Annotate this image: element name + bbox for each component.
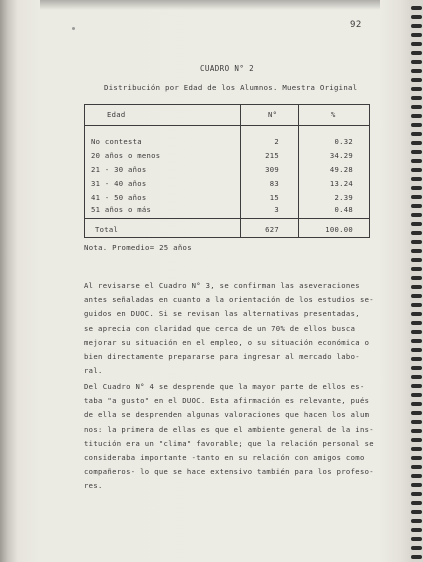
spiral-ring <box>411 492 422 496</box>
spiral-ring <box>411 132 422 136</box>
row-percent: 34.29 <box>329 151 353 160</box>
spiral-ring <box>411 330 422 334</box>
table-title: CUADRO N° 2 <box>200 64 255 73</box>
page-number: 92 <box>350 20 362 30</box>
row-age-label: 31 - 40 años <box>91 179 147 188</box>
spiral-binding <box>409 0 423 562</box>
spiral-ring <box>411 546 422 550</box>
spiral-ring <box>411 69 422 73</box>
row-percent: 2.39 <box>334 193 353 202</box>
row-age-label: No contesta <box>91 137 142 146</box>
spiral-ring <box>411 537 422 541</box>
header-percent: % <box>331 110 336 119</box>
spiral-ring <box>411 438 422 442</box>
row-percent: 49.28 <box>329 165 353 174</box>
spiral-ring <box>411 510 422 514</box>
table-subtitle: Distribución por Edad de los Alumnos. Muestra Original <box>104 83 358 92</box>
paragraph-line: guidos en DUOC. Si se revisan las alternativas presentadas, <box>84 309 360 319</box>
total-label: Total <box>95 225 119 234</box>
spiral-ring <box>411 42 422 46</box>
spiral-ring <box>411 456 422 460</box>
spiral-ring <box>411 240 422 244</box>
row-count: 3 <box>274 205 279 214</box>
spiral-ring <box>411 447 422 451</box>
paragraph-line: ral. <box>84 366 103 376</box>
spiral-ring <box>411 6 422 10</box>
row-count: 83 <box>269 179 279 188</box>
row-count: 2 <box>274 137 279 146</box>
row-count: 309 <box>265 165 279 174</box>
row-percent: 13.24 <box>329 179 353 188</box>
paragraph-2 <box>84 380 376 494</box>
paragraph-line: Al revisarse el Cuadro N° 3, se confirman las aseveraciones <box>84 281 360 290</box>
spiral-ring <box>411 528 422 532</box>
total-divider <box>85 218 369 219</box>
spiral-ring <box>411 150 422 154</box>
spiral-ring <box>411 105 422 109</box>
header-edad: Edad <box>107 110 126 119</box>
spiral-ring <box>411 321 422 325</box>
paragraph-line: compañeros- lo que se hace extensivo también para los profeso- <box>84 467 374 477</box>
spiral-ring <box>411 465 422 469</box>
spiral-ring <box>411 159 422 163</box>
paragraph-line: bien directamente prepararse para ingresar al mercado labo- <box>84 352 360 362</box>
punch-mark <box>72 27 75 30</box>
age-distribution-table <box>84 104 370 238</box>
spiral-ring <box>411 222 422 226</box>
paragraph-line: nos: la primera de ellas es que el ambiente general de la ins- <box>84 424 374 434</box>
spiral-ring <box>411 231 422 235</box>
spiral-ring <box>411 375 422 379</box>
spiral-ring <box>411 519 422 523</box>
spiral-ring <box>411 303 422 307</box>
spiral-ring <box>411 33 422 37</box>
spiral-ring <box>411 429 422 433</box>
spiral-ring <box>411 186 422 190</box>
spiral-ring <box>411 114 422 118</box>
spiral-ring <box>411 411 422 415</box>
spiral-ring <box>411 123 422 127</box>
spiral-ring <box>411 402 422 406</box>
spiral-ring <box>411 312 422 316</box>
total-count: 627 <box>265 225 279 234</box>
paragraph-line: res. <box>84 481 103 491</box>
spiral-ring <box>411 348 422 352</box>
spiral-ring <box>411 213 422 217</box>
header-divider <box>85 125 369 126</box>
paragraph-line: consideraba importante -tanto en su relación con amigos como <box>84 453 365 463</box>
spiral-ring <box>411 276 422 280</box>
paragraph-line: antes señaladas en cuanto a la orientación de los estudios se- <box>84 295 374 305</box>
total-percent: 100.00 <box>325 225 353 234</box>
paragraph-line: Del Cuadro N° 4 se desprende que la mayor parte de ellos es- <box>84 382 365 391</box>
row-percent: 0.32 <box>334 137 353 146</box>
paragraph-line: titución era un "clima" favorable; que la relación personal se <box>84 438 374 448</box>
spiral-ring <box>411 87 422 91</box>
spiral-ring <box>411 501 422 505</box>
spiral-ring <box>411 384 422 388</box>
header-count: N° <box>268 110 278 119</box>
spiral-ring <box>411 366 422 370</box>
spiral-ring <box>411 15 422 19</box>
spiral-ring <box>411 195 422 199</box>
spiral-ring <box>411 60 422 64</box>
paragraph-line: mejorar su situación en el empleo, o su situación económica o <box>84 337 370 347</box>
spiral-ring <box>411 285 422 289</box>
spiral-ring <box>411 294 422 298</box>
table-note: Nota. Promedio= 25 años <box>84 243 192 252</box>
page-shadow <box>40 0 380 10</box>
spiral-ring <box>411 339 422 343</box>
row-age-label: 51 años o más <box>91 205 152 214</box>
spiral-ring <box>411 168 422 172</box>
spiral-ring <box>411 555 422 559</box>
paragraph-line: de ella se desprenden algunas valoraciones que hacen los alum <box>84 410 370 420</box>
spiral-ring <box>411 258 422 262</box>
row-count: 15 <box>269 193 279 202</box>
row-age-label: 20 años o menos <box>91 151 161 160</box>
spiral-ring <box>411 249 422 253</box>
spiral-ring <box>411 420 422 424</box>
paragraph-line: taba "a gusto" en el DUOC. Esta afirmación es relevante, pués <box>84 396 370 406</box>
spiral-ring <box>411 204 422 208</box>
row-age-label: 41 - 50 años <box>91 193 147 202</box>
spiral-ring <box>411 357 422 361</box>
spiral-ring <box>411 393 422 397</box>
paragraph-1 <box>84 279 376 378</box>
spiral-ring <box>411 51 422 55</box>
spiral-ring <box>411 474 422 478</box>
spiral-ring <box>411 483 422 487</box>
spiral-ring <box>411 78 422 82</box>
spiral-ring <box>411 141 422 145</box>
row-count: 215 <box>265 151 279 160</box>
paragraph-line: se aprecia con claridad que cerca de un 70% de ellos busca <box>84 323 356 333</box>
spiral-ring <box>411 267 422 271</box>
spiral-ring <box>411 96 422 100</box>
spiral-ring <box>411 177 422 181</box>
spiral-ring <box>411 24 422 28</box>
row-age-label: 21 - 30 años <box>91 165 147 174</box>
row-percent: 0.48 <box>334 205 353 214</box>
